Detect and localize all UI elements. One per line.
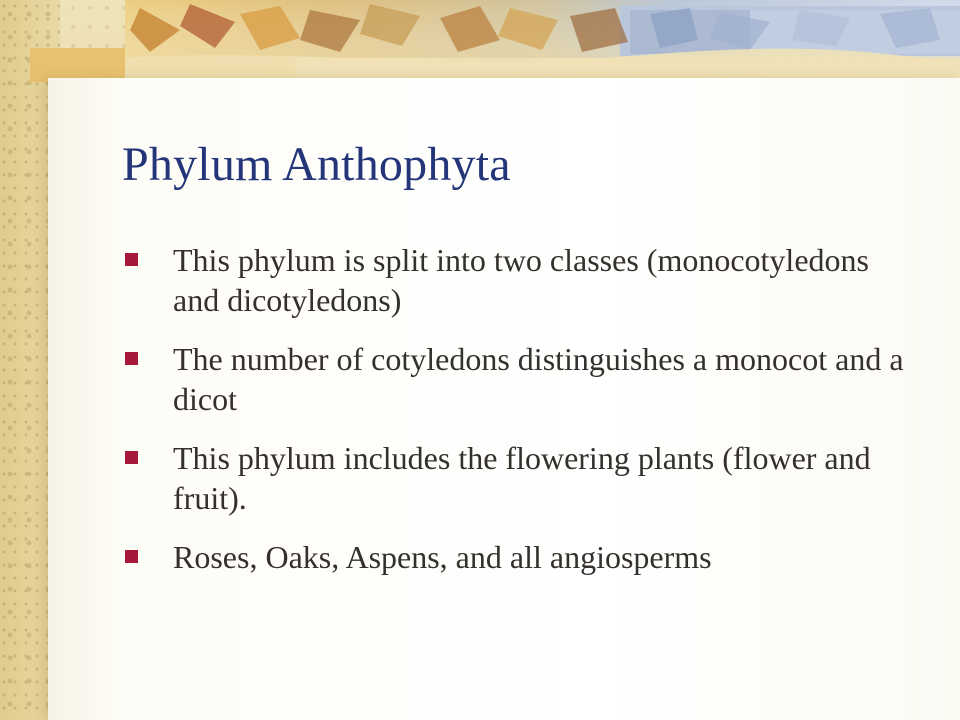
bullet-list <box>124 240 914 596</box>
bullet-text: The number of cotyledons distinguishes a monocot and a dicot <box>173 341 904 417</box>
square-bullet-icon <box>125 451 138 464</box>
square-bullet-icon <box>125 253 138 266</box>
square-bullet-icon <box>125 352 138 365</box>
bullet-item <box>124 537 914 577</box>
square-bullet-icon <box>125 550 138 563</box>
bullet-text: This phylum is split into two classes (monocotyledons and dicotyledons) <box>173 242 869 318</box>
bullet-item <box>124 240 914 320</box>
bullet-text: Roses, Oaks, Aspens, and all angiosperms <box>173 539 712 575</box>
bullet-item <box>124 438 914 518</box>
leaf-banner-image <box>30 0 960 82</box>
slide-title: Phylum Anthophyta <box>122 138 511 191</box>
bullet-text: This phylum includes the flowering plants (flower and fruit). <box>173 440 871 516</box>
bullet-item <box>124 339 914 419</box>
